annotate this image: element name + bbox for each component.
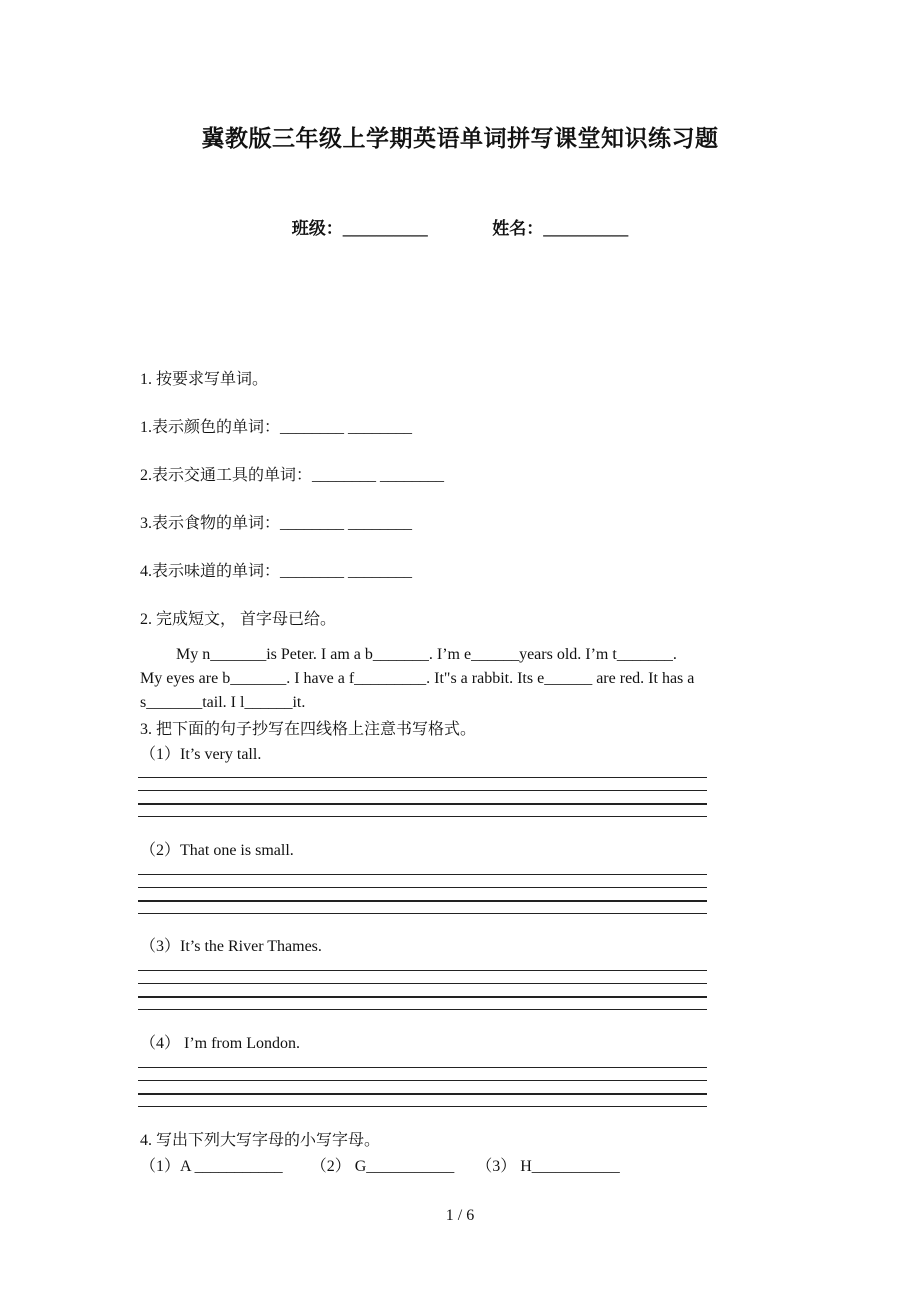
q2-line-1[interactable]: My n_______is Peter. I am a b_______. I’m e______years old. I’m t_______. bbox=[176, 646, 677, 663]
q3-sentence-4: （4） I’m from London. bbox=[140, 1035, 300, 1052]
q1-item-4[interactable]: 4.表示味道的单词：________ ________ bbox=[140, 563, 413, 580]
q2-passage[interactable] bbox=[140, 643, 800, 715]
q2-heading: 2. 完成短文， 首字母已给。 bbox=[140, 611, 337, 628]
student-info bbox=[0, 214, 920, 239]
q2-line-3[interactable]: s_______tail. I l______it. bbox=[140, 694, 306, 711]
name-field[interactable]: 姓名：__________ bbox=[492, 219, 629, 238]
four-line-grid-3[interactable] bbox=[138, 970, 707, 1014]
q3-sentence-2: （2）That one is small. bbox=[140, 842, 294, 859]
q1-item-1[interactable]: 1.表示颜色的单词：________ ________ bbox=[140, 419, 413, 436]
q4-items bbox=[140, 1153, 620, 1176]
four-line-grid-4[interactable] bbox=[138, 1067, 707, 1111]
q1-heading: 1. 按要求写单词。 bbox=[140, 371, 269, 388]
q3-sentence-3: （3）It’s the River Thames. bbox=[140, 938, 322, 955]
page-number: 1 / 6 bbox=[445, 1207, 475, 1224]
q1-item-2[interactable]: 2.表示交通工具的单词：________ ________ bbox=[140, 467, 445, 484]
q3-heading: 3. 把下面的句子抄写在四线格上注意书写格式。 bbox=[140, 721, 477, 738]
q3-sentence-1: （1）It’s very tall. bbox=[140, 746, 262, 763]
q4-item-h[interactable]: （3） H___________ bbox=[476, 1158, 620, 1175]
q4-heading: 4. 写出下列大写字母的小写字母。 bbox=[140, 1132, 381, 1149]
q1-item-3[interactable]: 3.表示食物的单词：________ ________ bbox=[140, 515, 413, 532]
class-field[interactable]: 班级：__________ bbox=[291, 219, 428, 238]
q2-line-2[interactable]: My eyes are b_______. I have a f_________. It"s a rabbit. Its e______ are red. It has a bbox=[140, 670, 695, 687]
q4-item-g[interactable]: （2） G___________ bbox=[310, 1158, 455, 1175]
four-line-grid-1[interactable] bbox=[138, 777, 707, 821]
q4-item-a[interactable]: （1）A ___________ bbox=[140, 1158, 283, 1175]
page-title: 冀教版三年级上学期英语单词拼写课堂知识练习题 bbox=[201, 126, 719, 151]
four-line-grid-2[interactable] bbox=[138, 874, 707, 918]
